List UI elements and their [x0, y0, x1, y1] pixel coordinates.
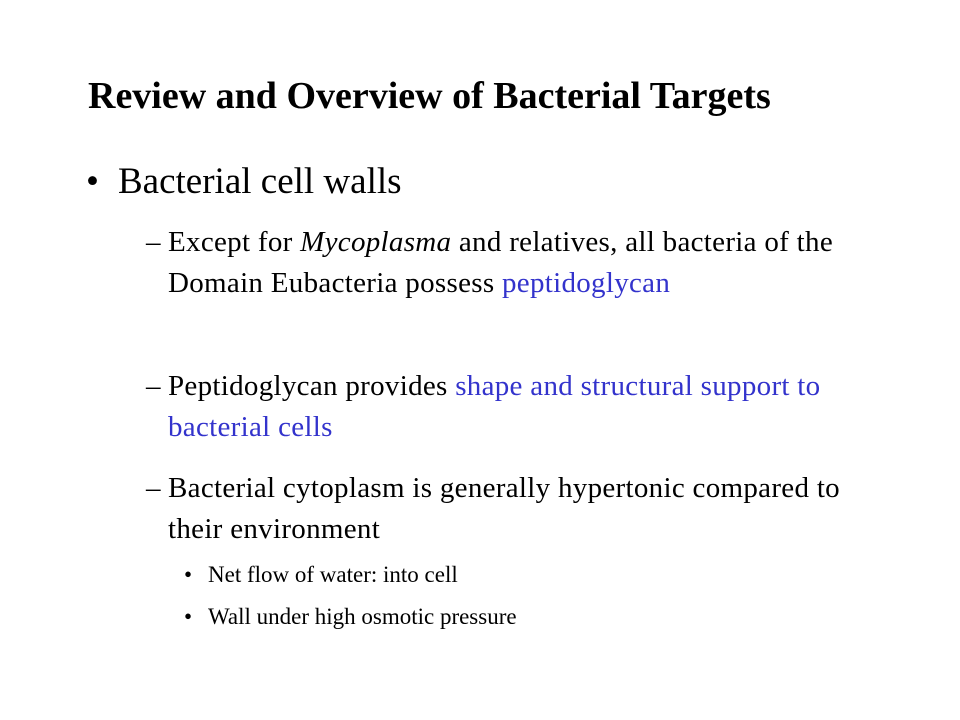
dash-icon: – [146, 472, 161, 504]
sub3-item-2: Wall under high osmotic pressure [208, 604, 517, 629]
sub1-highlight: peptidoglycan [501, 267, 671, 299]
sub1-italic-term: Mycoplasma [300, 226, 452, 258]
bullet-bacterial-cell-walls [86, 160, 402, 203]
dash-icon: – [146, 370, 161, 402]
sub-sub-bullet-osmotic-pressure [184, 604, 517, 630]
slide-title: Review and Overview of Bacterial Targets [88, 75, 771, 117]
sub1-text-a: Except for [168, 226, 301, 258]
sub3-item-1: Net flow of water: into cell [208, 562, 458, 587]
bullet-dot-icon: • [184, 562, 193, 587]
dash-icon: – [146, 226, 161, 258]
sub-bullet-peptidoglycan-presence [146, 222, 848, 304]
bullet-dot-icon: • [184, 604, 193, 629]
sub1-text-c: and relatives, all bacteria of the Domain Eubacteria possess [168, 226, 834, 299]
sub-bullet-peptidoglycan-role [146, 366, 848, 448]
sub2-highlight: shape and structural support to bacterial cells [168, 370, 821, 443]
sub3-text: Bacterial cytoplasm is generally hypertonic compared to their environment [168, 472, 840, 545]
sub-bullet-cytoplasm [146, 468, 848, 550]
bullet-dot-icon: • [86, 161, 99, 202]
bullet-text: Bacterial cell walls [118, 161, 402, 202]
sub-sub-bullet-water-flow [184, 562, 458, 588]
sub2-text-a: Peptidoglycan provides [168, 370, 456, 402]
